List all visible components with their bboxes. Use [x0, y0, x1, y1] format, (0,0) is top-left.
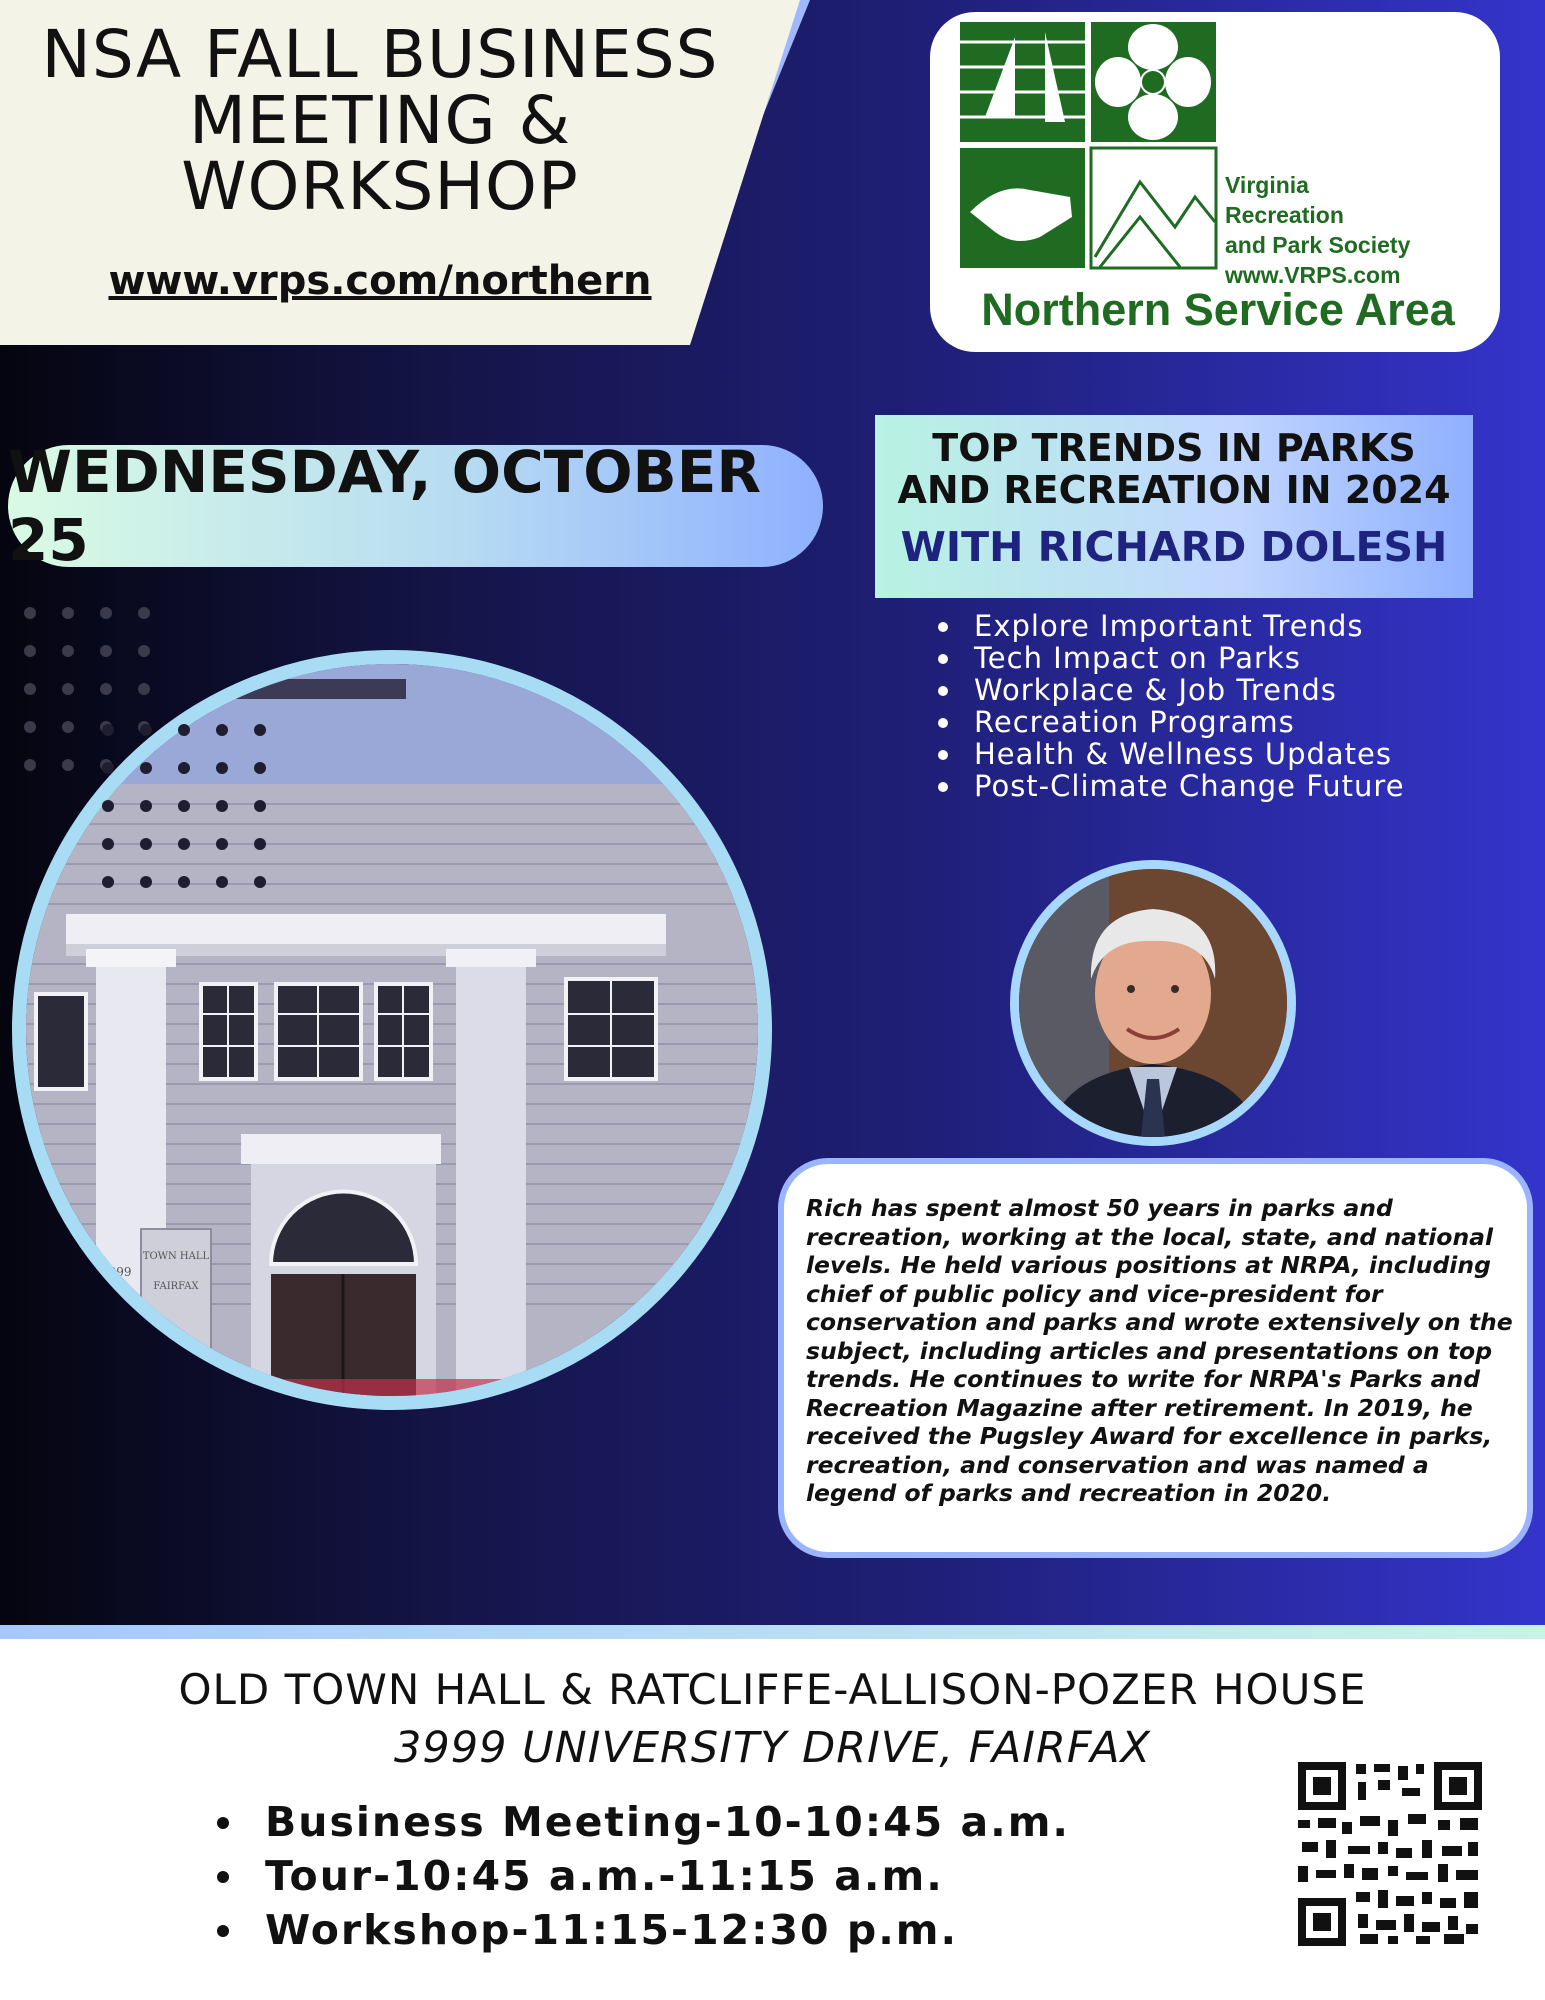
- logo-org-line: www.VRPS.com: [1225, 262, 1401, 288]
- list-item: Workplace & Job Trends: [938, 674, 1405, 706]
- speaker-bio-card: [778, 1158, 1533, 1558]
- schedule-list: [215, 1795, 1070, 1957]
- topic-title: [875, 427, 1473, 511]
- list-item: Tour-10:45 a.m.-11:15 a.m.: [215, 1849, 1070, 1903]
- logo-org-line: and Park Society: [1225, 232, 1411, 258]
- speaker-bio: Rich has spent almost 50 years in parks and recreation, working at the local, state, and national levels. He held various positions at NRPA, including chief of public policy and vice-president for conservation and parks and wrote extensively on the subject, including articles and presentations on top trends. He continues to write for NRPA's Parks and Recreation Magazine after retirement. In 2019, he received the Pugsley Award for excellence in parks, recreation, and conservation and was named a legend of parks and recreation in 2020.: [806, 1194, 1513, 1507]
- venue-address: 3999 UNIVERSITY DRIVE, FAIRFAX: [394, 1723, 1151, 1773]
- title-line: NSA FALL BUSINESS: [41, 16, 719, 93]
- list-item: Explore Important Trends: [938, 610, 1405, 642]
- dot-grid-decoration: [100, 722, 270, 892]
- logo-org-line: Virginia: [1225, 172, 1309, 198]
- venue-name: OLD TOWN HALL & RATCLIFFE-ALLISON-POZER HOUSE: [178, 1665, 1367, 1714]
- title-line: MEETING &: [188, 82, 572, 159]
- topic-speaker: WITH RICHARD DOLESH: [900, 523, 1448, 571]
- building-sign-line: FAIRFAX: [153, 1281, 199, 1292]
- workshop-topic: [875, 415, 1473, 598]
- event-date: WEDNESDAY, OCTOBER 25: [8, 445, 823, 567]
- title-line: WORKSHOP: [181, 148, 579, 225]
- qr-code-icon[interactable]: [1298, 1762, 1482, 1946]
- list-item: Workshop-11:15-12:30 p.m.: [215, 1903, 1070, 1957]
- website-link[interactable]: www.vrps.com/northern: [108, 258, 652, 304]
- list-item: Business Meeting-10-10:45 a.m.: [215, 1795, 1070, 1849]
- trends-list: [938, 610, 1405, 802]
- list-item: Tech Impact on Parks: [938, 642, 1405, 674]
- building-sign-line: TOWN HALL: [142, 1251, 210, 1262]
- vrps-logo: [930, 12, 1500, 352]
- divider: [0, 1625, 1545, 1639]
- topic-title-line: TOP TRENDS IN PARKS: [932, 426, 1416, 470]
- list-item: Recreation Programs: [938, 706, 1405, 738]
- list-item: Post-Climate Change Future: [938, 770, 1405, 802]
- building-number: 3999: [101, 1265, 132, 1279]
- speaker-photo: [1010, 860, 1296, 1146]
- topic-title-line: AND RECREATION IN 2024: [897, 468, 1451, 512]
- logo-org-name: [1225, 170, 1410, 290]
- list-item: Health & Wellness Updates: [938, 738, 1405, 770]
- logo-service-area: Northern Service Area: [981, 284, 1455, 335]
- page-title: [20, 16, 740, 225]
- logo-org-line: Recreation: [1225, 202, 1344, 228]
